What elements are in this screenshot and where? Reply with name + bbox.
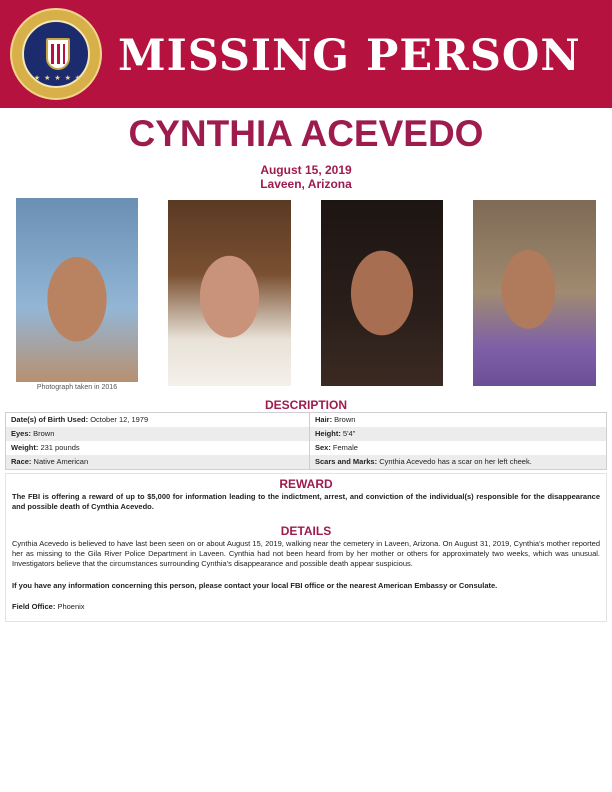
contact-text: If you have any information concerning this person, please contact your local FBI office or the nearest American Embassy or Consulate.	[12, 581, 498, 590]
field-office-label: Field Office:	[12, 602, 56, 611]
field-label: Race:	[11, 457, 32, 466]
table-cell	[310, 427, 606, 441]
table-cell	[6, 427, 310, 441]
field-value: Brown	[334, 415, 356, 424]
field-value: October 12, 1979	[90, 415, 149, 424]
table-row	[6, 413, 606, 427]
photo-4	[473, 200, 596, 386]
field-value: Brown	[33, 429, 55, 438]
table-cell	[6, 441, 310, 455]
table-cell	[6, 455, 310, 469]
field-value: Native American	[33, 457, 89, 466]
table-cell	[310, 413, 606, 427]
photo-1	[16, 198, 138, 382]
seal-stars-icon: ★ ★ ★ ★ ★	[33, 75, 83, 82]
field-label: Date(s) of Birth Used:	[11, 415, 89, 424]
field-label: Height:	[314, 429, 341, 438]
table-cell	[6, 413, 310, 427]
field-value: 231 pounds	[40, 443, 80, 452]
field-value: Female	[332, 443, 358, 452]
header-title: MISSING PERSON	[118, 31, 581, 81]
header-banner	[0, 0, 612, 108]
field-label: Scars and Marks:	[314, 457, 378, 466]
field-label: Eyes:	[11, 429, 32, 438]
field-office	[12, 602, 312, 612]
field-office-value: Phoenix	[57, 602, 85, 611]
missing-date: August 15, 2019	[260, 163, 352, 177]
table-cell	[310, 455, 606, 469]
field-label: Weight:	[11, 443, 39, 452]
missing-location: Laveen, Arizona	[260, 177, 352, 191]
field-value: 5'4"	[342, 429, 356, 438]
reward-title: REWARD	[279, 477, 333, 491]
reward-text: The FBI is offering a reward of up to $5,000 for information leading to the indictment, arrest, and conviction of the individual(s) responsible for the disappearance and possible death of Cynthia Acevedo.	[12, 492, 600, 511]
fbi-seal-icon	[10, 8, 102, 100]
photo-2	[168, 200, 291, 386]
table-row	[6, 427, 606, 441]
description-title: DESCRIPTION	[264, 398, 347, 412]
description-table	[5, 412, 607, 470]
details-title: DETAILS	[280, 524, 332, 538]
photo-caption: Photograph taken in 2016	[36, 384, 118, 391]
seal-center	[22, 20, 90, 88]
photo-3	[321, 200, 443, 386]
person-name: CYNTHIA ACEVEDO	[128, 113, 484, 154]
table-row	[6, 441, 606, 455]
field-label: Sex:	[314, 443, 331, 452]
seal-shield-icon	[46, 38, 70, 70]
table-cell	[310, 441, 606, 455]
details-text: Cynthia Acevedo is believed to have last been seen on or about August 15, 2019, walking near the cemetery in Laveen, Arizona. On August 31, 2019, Cynthia's mother reported her as missing to the Gila River Police Department in Laveen. Cynthia had not been heard from by her mother or others for approximately two weeks, which was unusual. Investigators believe that the circumstances surrounding Cynthia's disappearance and possible death appear suspicious.	[12, 539, 600, 568]
field-label: Hair:	[314, 415, 333, 424]
field-value: Cynthia Acevedo has a scar on her left cheek.	[379, 457, 532, 466]
table-row	[6, 455, 606, 469]
